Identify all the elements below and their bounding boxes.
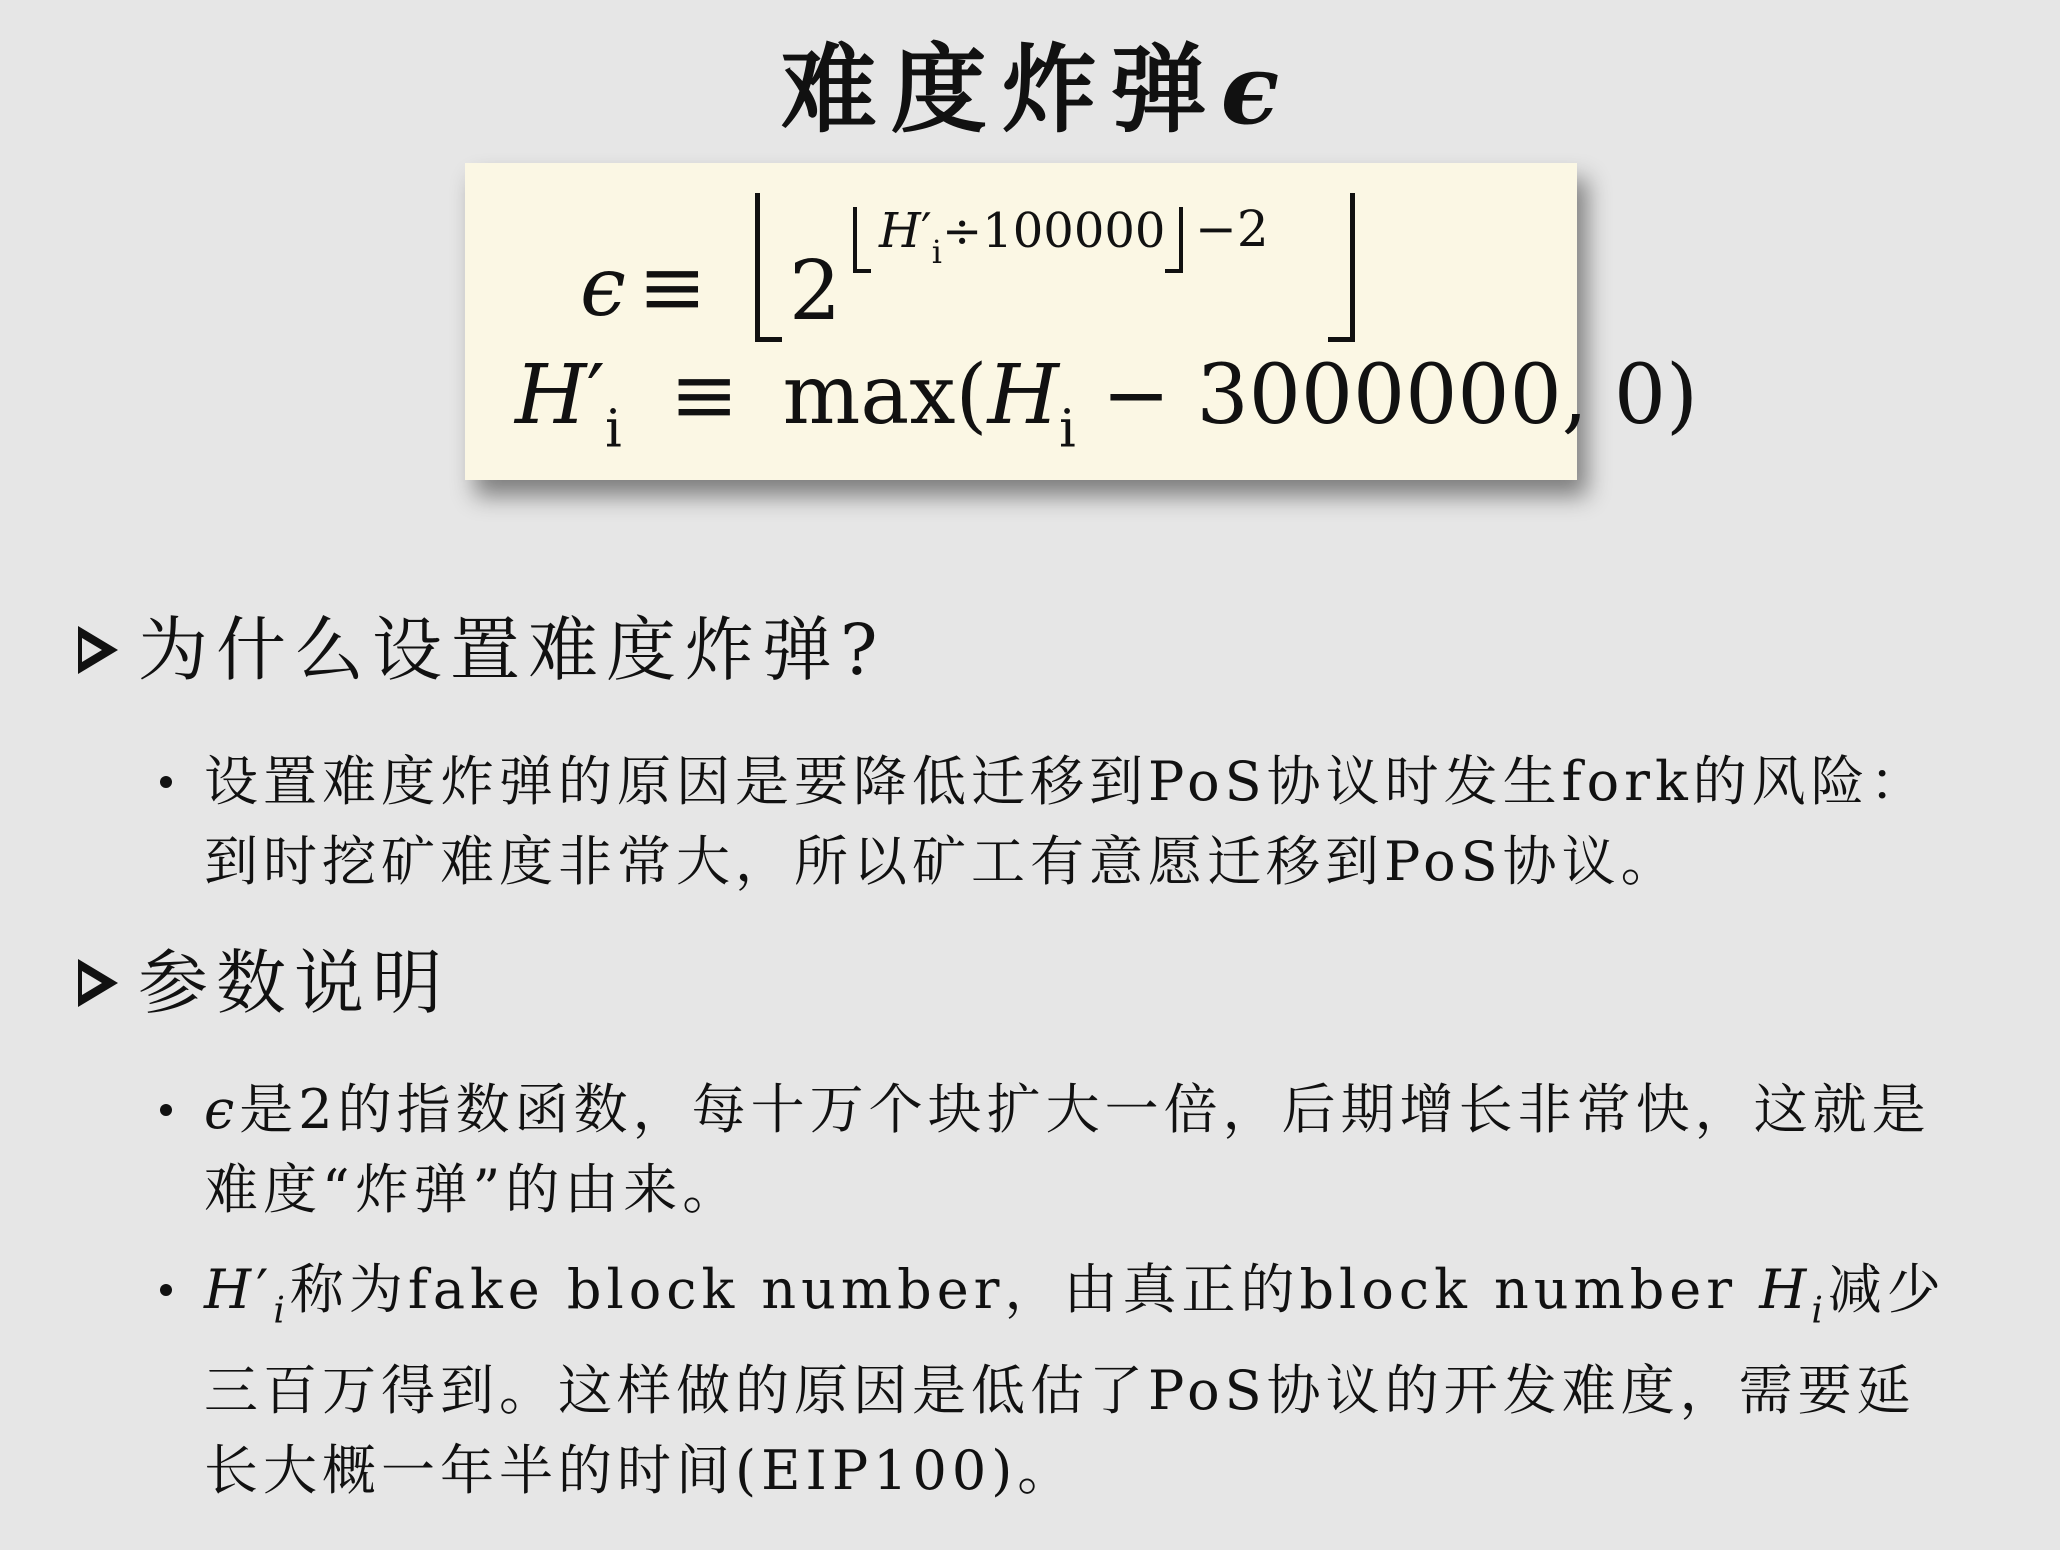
var-h2: H (1759, 1258, 1812, 1321)
var-h-prime: ′ (256, 1258, 274, 1321)
list-item-part2: 减少三百万得到。这样做的原因是低估了PoS协议的开发难度，需要延长大概一年半的时间(EIP100)。 (204, 1258, 1946, 1503)
section-heading-why (78, 605, 886, 695)
arrow-bullet-icon (78, 626, 118, 674)
bullet-dot-icon (160, 776, 172, 788)
exp-div: ÷100000 (942, 203, 1166, 259)
exponent-inner (879, 203, 1165, 280)
var-h-sub: i (273, 1290, 290, 1332)
exp-sub: i (931, 233, 942, 271)
floor-left-outer (755, 193, 782, 342)
section-heading-text: 参数说明 (138, 942, 450, 1024)
var-h: H (204, 1258, 257, 1321)
formula-sub: i (1059, 399, 1076, 460)
formula-lhs-epsilon: ϵ (580, 240, 626, 335)
formula-lhs-prime: ′ (586, 348, 606, 443)
exponent-tail: −2 (1195, 200, 1269, 258)
formula-lhs-h: H (515, 348, 587, 443)
bullet-dot-icon (160, 1284, 172, 1296)
title-text: 难度炸弹 (780, 33, 1221, 146)
section-heading-params (78, 938, 450, 1028)
formula-fn: max( (782, 348, 988, 443)
formula-box (465, 163, 1699, 480)
list-item-text: 设置难度炸弹的原因是要降低迁移到PoS协议时发生fork的风险：到时挖矿难度非常大，所以矿工有意愿迁移到PoS协议。 (204, 750, 1929, 893)
list-item (160, 1070, 1970, 1230)
floor-left-inner (853, 207, 871, 273)
list-item-part1: 称为fake block number，由真正的block number (289, 1258, 1760, 1321)
exp-var: H (879, 203, 921, 259)
formula-equiv-1: ≡ (638, 240, 707, 335)
formula-tail: − 3000000, 0) (1075, 348, 1699, 443)
list-item-text (204, 1070, 1970, 1230)
list-item (160, 1250, 1970, 1511)
floor-bracket-outer (755, 193, 1355, 341)
title-symbol: ϵ (1220, 33, 1280, 146)
page-title (0, 30, 2060, 150)
floor-right-outer (1328, 193, 1355, 342)
bullet-dot-icon (160, 1104, 172, 1116)
exp-prime: ′ (920, 203, 932, 259)
formula-lhs-sub: i (605, 399, 622, 460)
epsilon-symbol: ϵ (204, 1078, 240, 1141)
arrow-bullet-icon (78, 959, 118, 1007)
floor-right-inner (1165, 207, 1183, 273)
var-h2-sub: i (1811, 1290, 1828, 1332)
formula-var: H (987, 348, 1060, 443)
formula-line-h (515, 348, 1699, 474)
list-item (160, 742, 1970, 902)
section-heading-text: 为什么设置难度炸弹? (138, 609, 886, 691)
list-item-text (204, 1250, 1970, 1511)
floor-bracket-inner (853, 203, 1183, 273)
list-item-rest: 是2的指数函数，每十万个块扩大一倍，后期增长非常快，这就是难度“炸弹”的由来。 (204, 1078, 1931, 1221)
formula-equiv-2: ≡ (669, 348, 739, 443)
formula-base: 2 (789, 244, 842, 339)
